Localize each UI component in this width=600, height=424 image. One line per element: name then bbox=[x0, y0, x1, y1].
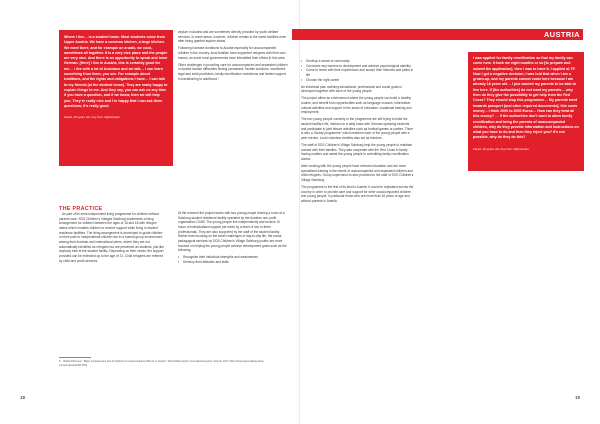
body-column-b bbox=[178, 30, 288, 84]
page-number-right: 19 bbox=[574, 395, 580, 400]
body-paragraph: The staff of SOS Children’s Village Salzburg help the young people to maintain contact with their families. They also cooperate with the Red Cross in family tracing matters and assist the young people in submitting family reunification claims. bbox=[301, 143, 413, 162]
list-item: • Develop their attitudes and skills bbox=[178, 260, 288, 265]
quote-box-left bbox=[59, 30, 173, 166]
quote-attribution: Farad, 18 years old, boy from Afghanistan bbox=[473, 146, 529, 151]
body-paragraph: At the moment the project works with two young people sharing a room at a Salzburg student residence facility operated by the Austrian non-profit organisation OJAB. The young people live independently and receive 10 hours of individualised support per week by a team of two to three professionals. They are also supported by the staff of the student facility. Rather than focusing on the small challenges of day-to-day life, the social pedagogical services by SOS Children’s Village Salzburg youths are more focused on helping the young people achieve development goals such as the following: bbox=[178, 211, 287, 253]
list-item: • Overcome any barriers to development and achieve psychological stability bbox=[301, 64, 415, 69]
body-paragraph: As part of its semi-independent living programme for children without parents care, SOS Children’s Villages Salzburg implements a living arrangement for children between the ages of 16 and 18 with refugee status which enables children to receive support while living in student residence facilities. The living arrangement is developed to guide children on their path to independents children live in a normal group environment, among their Austrian and international peers, where they are not automatically identified as refugees but are perceived as students, just like anybody else at the student facility. Depending on their needs, the support provided can be extended up to the age of 21. Child refugees are referred by child and youth services. bbox=[59, 212, 164, 263]
list-item: • Choose the right career bbox=[301, 78, 415, 83]
body-paragraph: The two young people currently in the programme are still trying to build the student facility’s life, interact on a daily basis with German-speaking students and participate in joint leisure activities such as football games or parties. There is also a “buddy programme” which matches each of the young people with a peer mentor. Local volunteer families also act as mentors. bbox=[301, 117, 414, 141]
footnote-rule bbox=[59, 357, 91, 358]
body-column-a bbox=[59, 212, 165, 266]
header-band bbox=[292, 29, 583, 40]
quote-text: Where I live… is a student home. Most students come from Upper Austria. We have a common kitchen, a large kitchen. We meet there, and for example on a walk, we cook, sometimes all together. It is a very nice place and the people are very nice. And there is an opportunity to speak and learn German. [Here] I live in Austria, this is certainly good for me… I live with a lot of Austrians and we talk… I can learn something from them, you see. For example about traditions, and the rights and obligations I have… I can talk to my friends [at the student home]. They are ready happy to explain things to me. And they say, you can ask us any time if you have a question, and if we know, then we will help you. They’re really nice and I’m happy that I can ask them questions; it’s really good. bbox=[64, 35, 168, 108]
body-paragraph: Other challenges in providing care for unaccompanied and separated children in Austria include difficulties finding permanent, flexible solutions, insufficient legal and solid provisions, family reunification restrictions and limited support in transitioning to adulthood.⁴ bbox=[178, 62, 288, 81]
list-item: • Come to terms with their experiences and accept their histories and paths in life bbox=[301, 68, 415, 77]
page-gutter bbox=[299, 0, 300, 424]
list-item: • Recognise their individual strengths and weaknesses bbox=[178, 255, 288, 260]
body-column-c bbox=[178, 211, 288, 267]
goals-list-continued bbox=[301, 59, 415, 82]
quote-text: I was applied for family reunification so that my family can come here. It took me eight months or so [to prepare and submit the application]; then I was to have it. I applied at TF. Now I got a negative decision; I was told that when I am a grown-up, and my parents cannot come here because I am already 18 years old… I just wanted my parents to be able to live here. If [the authorities] do not want my parents… why then do they give the possibility to get help from the Red Cross? They should stop this programme… My parents went towards passport [and other required documents]; this costs money – I think 2000 to 3000 Euros… How can they treat all this money? … If the authorities don’t want to allow family reunification and bring the parents of unaccompanied children, why do they provide information and instructions on what you have to do and then they reject you? It’s not possible, why do they do this? bbox=[473, 56, 579, 140]
list-item: • Develop a sense of community bbox=[301, 59, 415, 64]
section-heading: THE PRACTICE bbox=[59, 206, 103, 212]
footnote bbox=[59, 360, 269, 367]
goals-list bbox=[178, 255, 288, 264]
body-paragraph: Following increase donations to Austria especially for unaccompanied children in the country, local families have supported refugees with their own homes, as some local governments have intensified their efforts in this area. bbox=[178, 46, 286, 60]
body-paragraph: The project offers an environment where the young people can build a healthy routine, and benefit from opportunities such as language courses, information, cultural activities and support in the areas of education, vocational training and employment. bbox=[301, 96, 412, 115]
body-paragraph: The programme is the first of its kind in Austria. It could be replicated across the country in order to provide care and support for other unaccompanied children and young people, in particular those who are more than 16 years of age and without parents in Austria. bbox=[301, 185, 414, 204]
country-label: AUSTRIA bbox=[543, 30, 580, 39]
footnote-marker: 4 bbox=[59, 360, 61, 363]
footnote-text: Rabia Pölzmann, “Basic competencies and for Options for Unaccompanied Minors in Austria”, World Wide Asylum International Asylum Journal. 2017 (http://www.asylumdialog.at/wp-content/uploads/2017/03) bbox=[59, 360, 265, 367]
body-paragraph: After working with the young people have relevant education and are more specialised training in the needs of unaccompanied and separated children and child refugees. Group supervision is also provided to the staff of SOS Children’s Village Salzburg. bbox=[301, 164, 414, 183]
page-number-left: 18 bbox=[20, 395, 26, 400]
body-paragraph: An individual plan outlining educational, professional and social goals is developed together with each of the young people. bbox=[301, 84, 402, 94]
body-paragraph: asylum in Austria and are sometimes directly provided by youth welfare services. In some areas, however, children remain in the same facilities even after being granted asylum status. bbox=[178, 30, 287, 44]
quote-attribution: Farad, 18 years old, boy from Afghanistan bbox=[64, 115, 120, 120]
body-column-d bbox=[301, 59, 415, 206]
quote-box-right bbox=[468, 52, 584, 171]
